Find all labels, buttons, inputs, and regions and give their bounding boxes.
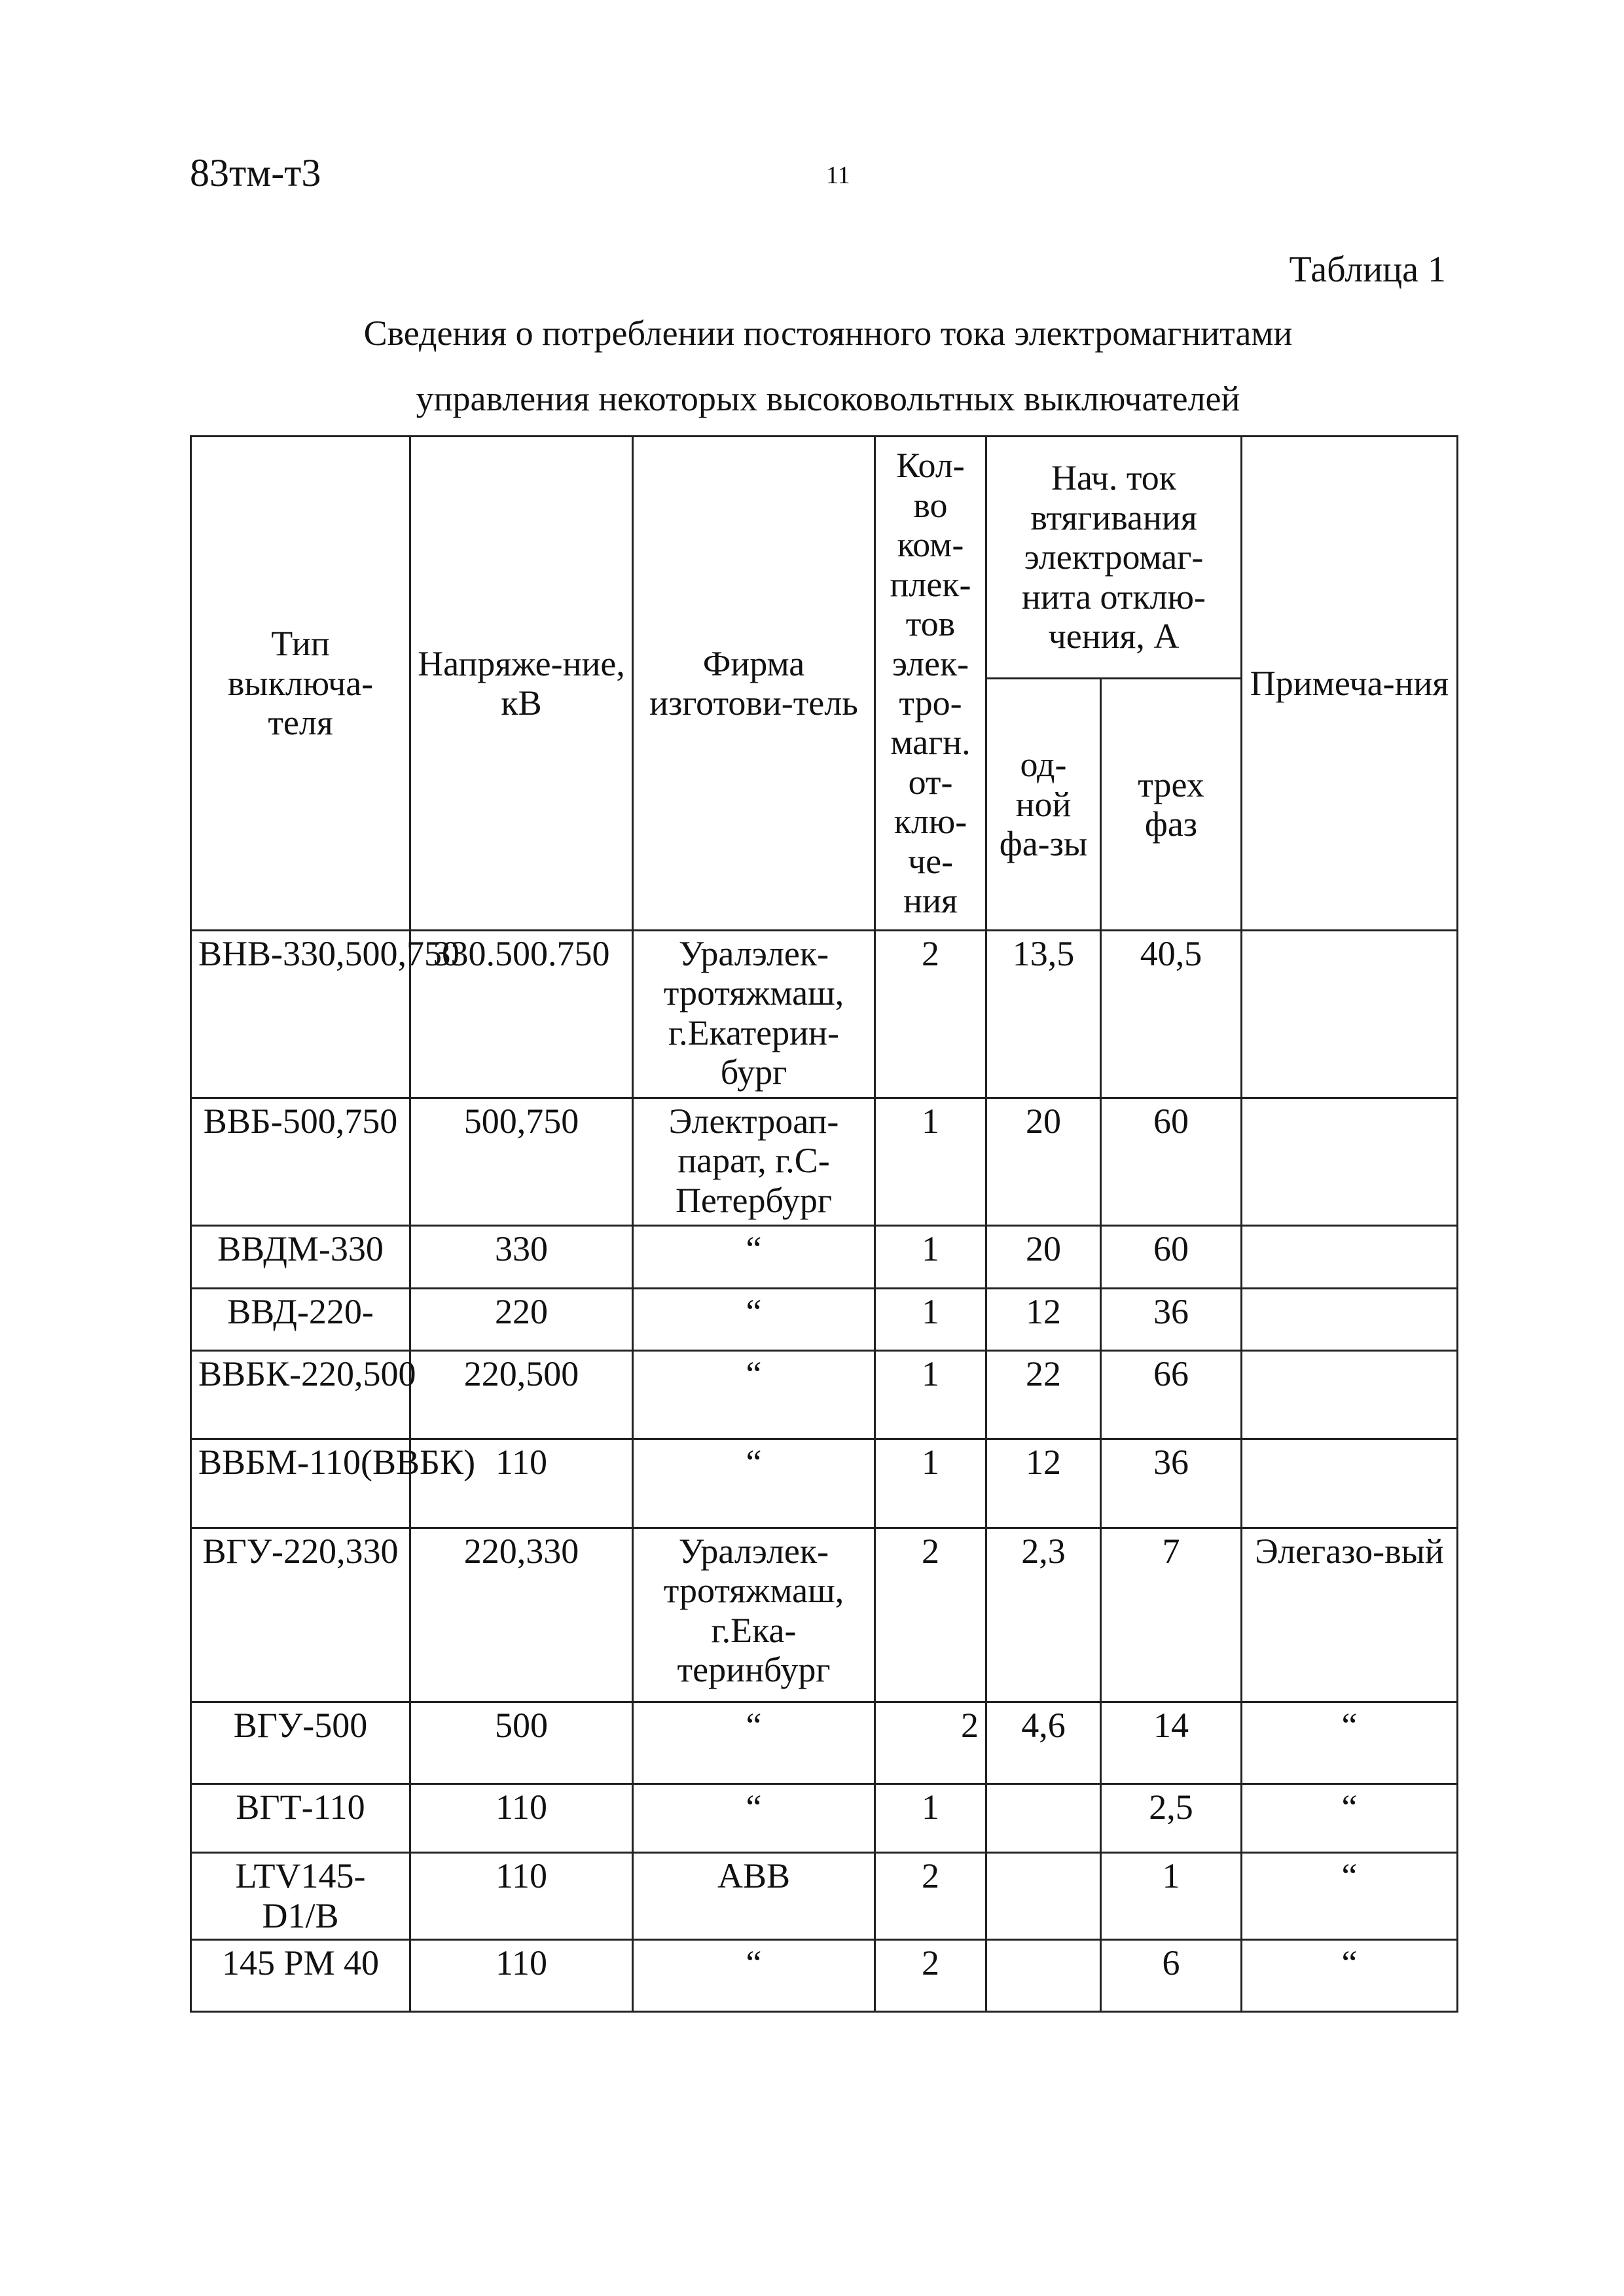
cell-one-phase: 22 xyxy=(986,1350,1101,1439)
cell-one-phase xyxy=(986,1784,1101,1852)
cell-one-phase: 20 xyxy=(986,1226,1101,1288)
cell-notes: “ xyxy=(1242,1939,1458,2011)
header-manufacturer: Фирма изготови-тель xyxy=(633,437,875,931)
cell-voltage: 220 xyxy=(410,1288,633,1350)
cell-three-phase: 7 xyxy=(1101,1528,1242,1702)
cell-voltage: 110 xyxy=(410,1853,633,1939)
table-row xyxy=(191,1702,1458,1784)
cell-manufacturer: Уралэлек-тротяжмаш, г.Ека-теринбург xyxy=(633,1528,875,1702)
cell-voltage: 220,500 xyxy=(410,1350,633,1439)
cell-notes xyxy=(1242,931,1458,1098)
cell-type: ВВДМ-330 xyxy=(191,1226,410,1288)
cell-three-phase: 36 xyxy=(1101,1439,1242,1528)
cell-type: ВГУ-220,330 xyxy=(191,1528,410,1702)
table-label: Таблица 1 xyxy=(1289,249,1446,290)
header-notes: Примеча-ния xyxy=(1242,437,1458,931)
cell-three-phase: 60 xyxy=(1101,1098,1242,1226)
table-row xyxy=(191,1098,1458,1226)
cell-three-phase: 36 xyxy=(1101,1288,1242,1350)
cell-manufacturer: “ xyxy=(633,1288,875,1350)
table-row xyxy=(191,1528,1458,1702)
cell-notes: “ xyxy=(1242,1853,1458,1939)
cell-quantity: 1 xyxy=(875,1439,986,1528)
cell-manufacturer: “ xyxy=(633,1439,875,1528)
cell-one-phase: 13,5 xyxy=(986,931,1101,1098)
table-row xyxy=(191,1288,1458,1350)
header-type: Тип выключа-теля xyxy=(191,437,410,931)
cell-one-phase xyxy=(986,1853,1101,1939)
cell-notes: “ xyxy=(1242,1784,1458,1852)
cell-voltage: 110 xyxy=(410,1439,633,1528)
header-one-phase: од-ной фа-зы xyxy=(986,679,1101,931)
cell-three-phase: 2,5 xyxy=(1101,1784,1242,1852)
cell-quantity: 2 xyxy=(875,931,986,1098)
cell-voltage: 220,330 xyxy=(410,1528,633,1702)
cell-three-phase: 14 xyxy=(1101,1702,1242,1784)
document-id: 83тм-т3 xyxy=(190,151,321,194)
cell-notes xyxy=(1242,1288,1458,1350)
cell-voltage: 330 xyxy=(410,1226,633,1288)
cell-type: ВГТ-110 xyxy=(191,1784,410,1852)
cell-manufacturer: “ xyxy=(633,1784,875,1852)
table-row xyxy=(191,1853,1458,1939)
table-row xyxy=(191,1350,1458,1439)
cell-quantity: 2 xyxy=(875,1939,986,2011)
header-current-group: Нач. ток втягивания электромаг-нита отклю-чения, А xyxy=(986,437,1242,679)
cell-voltage: 500 xyxy=(410,1702,633,1784)
table-row xyxy=(191,1939,1458,2011)
cell-one-phase: 20 xyxy=(986,1098,1101,1226)
cell-quantity: 2 xyxy=(875,1853,986,1939)
cell-type: ВВД-220- xyxy=(191,1288,410,1350)
cell-type: ВВБК-220,500 xyxy=(191,1350,410,1439)
cell-voltage: 500,750 xyxy=(410,1098,633,1226)
cell-quantity: 1 xyxy=(875,1784,986,1852)
cell-quantity: 2 xyxy=(875,1528,986,1702)
cell-voltage: 110 xyxy=(410,1784,633,1852)
cell-notes: “ xyxy=(1242,1702,1458,1784)
cell-voltage: 330.500.750 xyxy=(410,931,633,1098)
table-row xyxy=(191,931,1458,1098)
header-quantity: Кол-во ком-плек-тов элек-тро-магн. от-клю-че-ния xyxy=(875,437,986,931)
cell-one-phase: 4,6 xyxy=(986,1702,1101,1784)
table-row xyxy=(191,1226,1458,1288)
cell-manufacturer: “ xyxy=(633,1350,875,1439)
cell-quantity: 1 xyxy=(875,1350,986,1439)
cell-manufacturer: “ xyxy=(633,1226,875,1288)
cell-manufacturer: Электроап-парат, г.С-Петербург xyxy=(633,1098,875,1226)
cell-notes: Элегазо-вый xyxy=(1242,1528,1458,1702)
cell-voltage: 110 xyxy=(410,1939,633,2011)
cell-one-phase: 12 xyxy=(986,1439,1101,1528)
cell-quantity: 1 xyxy=(875,1226,986,1288)
table-title-line-1: Сведения о потреблении постоянного тока электромагнитами xyxy=(363,314,1293,353)
cell-three-phase: 40,5 xyxy=(1101,931,1242,1098)
cell-one-phase: 12 xyxy=(986,1288,1101,1350)
cell-manufacturer: “ xyxy=(633,1939,875,2011)
header-three-phase: трех фаз xyxy=(1101,679,1242,931)
cell-type: 145 PM 40 xyxy=(191,1939,410,2011)
cell-type: ВВБМ-110(ВВБК) xyxy=(191,1439,410,1528)
cell-notes xyxy=(1242,1226,1458,1288)
cell-quantity: 1 xyxy=(875,1098,986,1226)
cell-type: LTV145-D1/B xyxy=(191,1853,410,1939)
cell-three-phase: 66 xyxy=(1101,1350,1242,1439)
cell-quantity: 1 xyxy=(875,1288,986,1350)
cell-type: ВГУ-500 xyxy=(191,1702,410,1784)
cell-one-phase xyxy=(986,1939,1101,2011)
switch-current-table xyxy=(190,435,1458,2013)
cell-three-phase: 6 xyxy=(1101,1939,1242,2011)
table-title-line-2: управления некоторых высоковольтных выключателей xyxy=(416,379,1240,418)
cell-notes xyxy=(1242,1098,1458,1226)
cell-type: ВНВ-330,500,750 xyxy=(191,931,410,1098)
table-row xyxy=(191,1439,1458,1528)
cell-quantity: 2 xyxy=(875,1702,986,1784)
cell-manufacturer: Уралэлек-тротяжмаш, г.Екатерин-бург xyxy=(633,931,875,1098)
table-row xyxy=(191,1784,1458,1852)
cell-manufacturer: ABB xyxy=(633,1853,875,1939)
cell-one-phase: 2,3 xyxy=(986,1528,1101,1702)
header-voltage: Напряже-ние, кВ xyxy=(410,437,633,931)
page-number: 11 xyxy=(826,162,850,189)
cell-type: ВВБ-500,750 xyxy=(191,1098,410,1226)
cell-three-phase: 1 xyxy=(1101,1853,1242,1939)
cell-notes xyxy=(1242,1439,1458,1528)
cell-manufacturer: “ xyxy=(633,1702,875,1784)
cell-three-phase: 60 xyxy=(1101,1226,1242,1288)
cell-notes xyxy=(1242,1350,1458,1439)
